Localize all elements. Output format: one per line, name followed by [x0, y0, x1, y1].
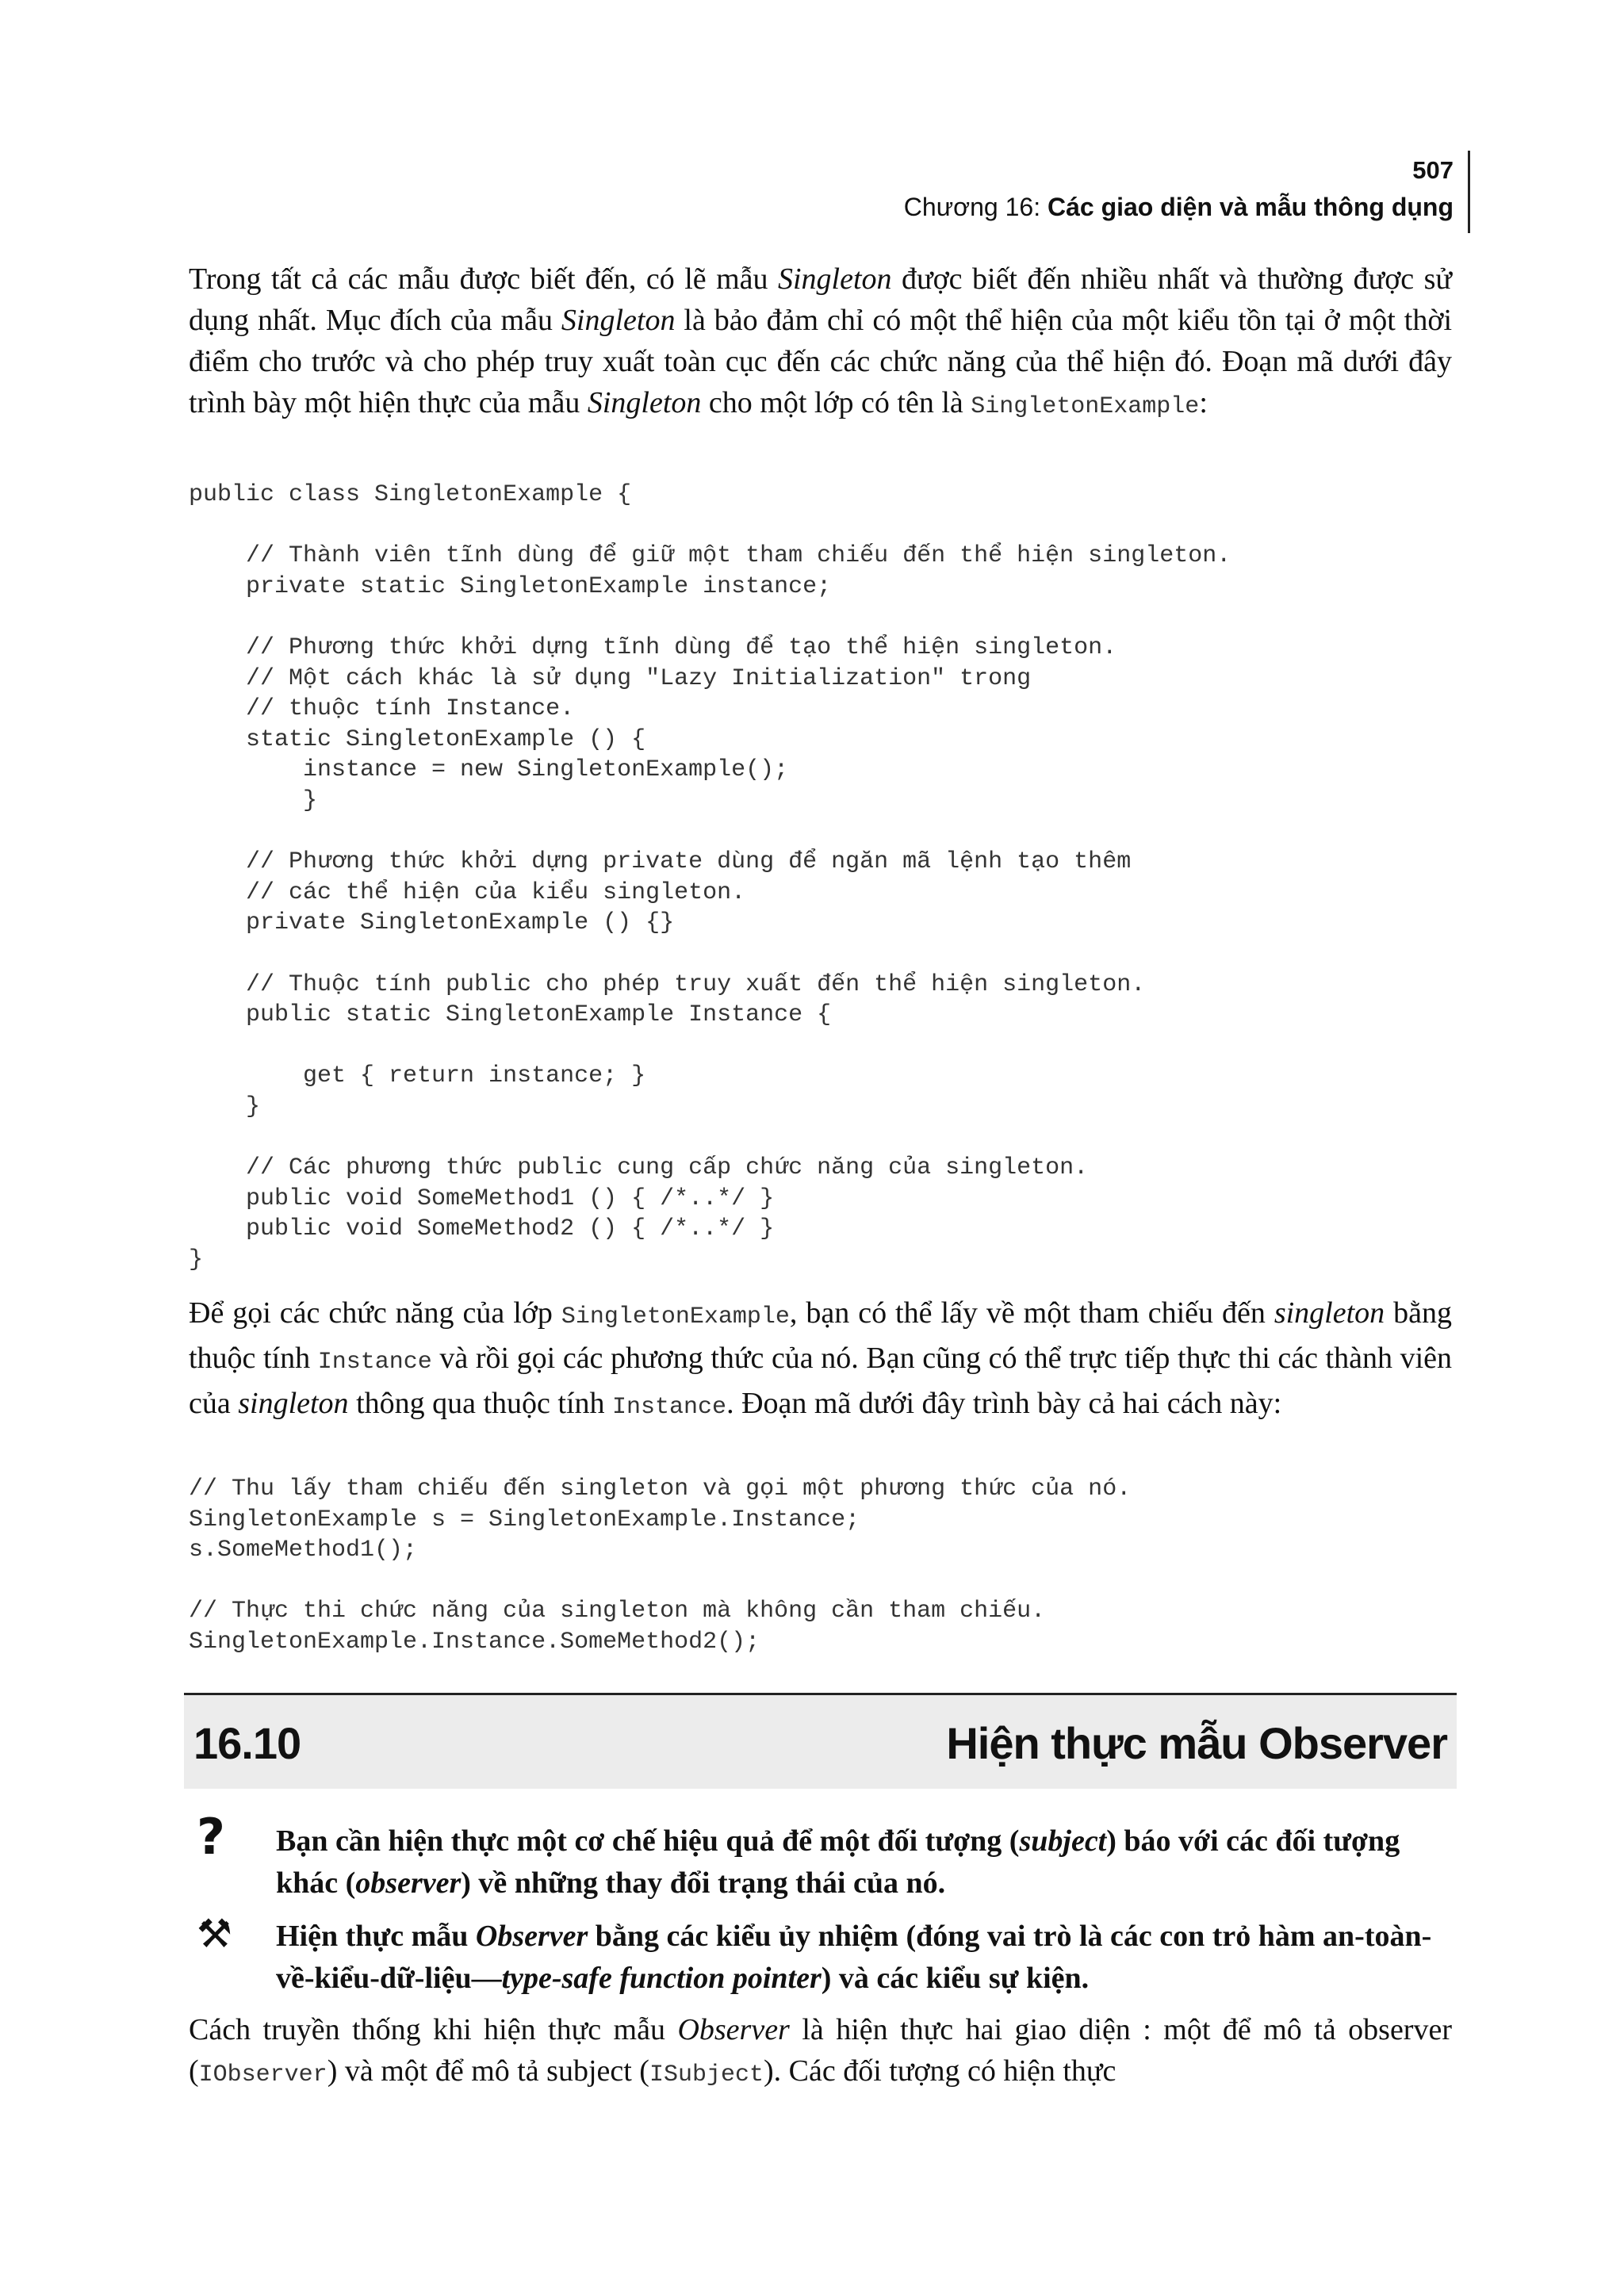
- page-number: 507: [1412, 156, 1454, 184]
- question-mark-icon: ?: [197, 1808, 225, 1866]
- singleton-code-block: public class SingletonExample { // Thành viên tĩnh dùng để giữ một tham chiếu đến thể hiện singleton. private static SingletonExample instance; // Phương thức khởi dựng tĩnh dùng để tạo thể hiện singleton. // Một cách khác là sử dụng "Lazy Initialization" trong // thuộc tính Instance. static SingletonExample () { instance = new SingletonExample(); } // Phương thức khởi dựng private dùng để ngăn mã lệnh tạo thêm // các thể hiện của kiểu singleton. private SingletonExample () {} // Thuộc tính public cho phép truy xuất đến thể hiện singleton. public static SingletonExample Instance { get { return instance; } } // Các phương thức public cung cấp chức năng của singleton. public void SomeMethod1 () { /*..*/ } public void SomeMethod2 () { /*..*/ } }: [189, 481, 1231, 1273]
- section-number: 16.10: [193, 1718, 301, 1768]
- running-header: [904, 152, 1454, 225]
- usage-code-block: // Thu lấy tham chiếu đến singleton và gọi một phương thức của nó. SingletonExample s = SingletonExample.Instance; s.SomeMethod1(); // Thực thi chức năng của singleton mà không cần tham chiếu. SingletonExample.Instance.SomeMethod2();: [189, 1476, 1132, 1656]
- observer-paragraph: Cách truyền thống khi hiện thực mẫu Observer là hiện thực hai giao diện : một để mô tả observer (IObserver) và một để mô tả subject (ISubject). Các đối tượng có hiện thực: [189, 2013, 1452, 2088]
- intro-paragraph: Trong tất cả các mẫu được biết đến, có lẽ mẫu Singleton được biết đến nhiều nhất và thường được sử dụng nhất. Mục đích của mẫu Singleton là bảo đảm chỉ có một thể hiện của một kiểu tồn tại ở một thời điểm cho trước và cho phép truy xuất toàn cục đến các chức năng của thể hiện đó. Đoạn mã dưới đây trình bày một hiện thực của mẫu Singleton cho một lớp có tên là SingletonExample:: [189, 262, 1453, 420]
- chapter-title: Chương 16: Các giao diện và mẫu thông dụng: [903, 193, 1454, 221]
- usage-paragraph: Để gọi các chức năng của lớp SingletonExample, bạn có thể lấy về một tham chiếu đến singleton bằng thuộc tính Instance và rồi gọi các phương thức của nó. Bạn cũng có thể trực tiếp thực thi các thành viên của singleton thông qua thuộc tính Instance. Đoạn mã dưới đây trình bày cả hai cách này:: [189, 1296, 1452, 1421]
- solution-statement: Hiện thực mẫu Observer bằng các kiểu ủy nhiệm (đóng vai trò là các con trỏ hàm an-toàn-về-kiểu-dữ-liệu—type-safe function pointer) và các kiểu sự kiện.: [276, 1920, 1432, 1995]
- tools-icon: ⚒: [197, 1911, 232, 1957]
- section-heading: [184, 1695, 1457, 1789]
- problem-statement: Bạn cần hiện thực một cơ chế hiệu quả để một đối tượng (subject) báo với các đối tượng khác (observer) về những thay đổi trạng thái của nó.: [276, 1824, 1400, 1900]
- section-title: Hiện thực mẫu Observer: [946, 1718, 1447, 1768]
- header-vertical-rule: [1468, 151, 1470, 233]
